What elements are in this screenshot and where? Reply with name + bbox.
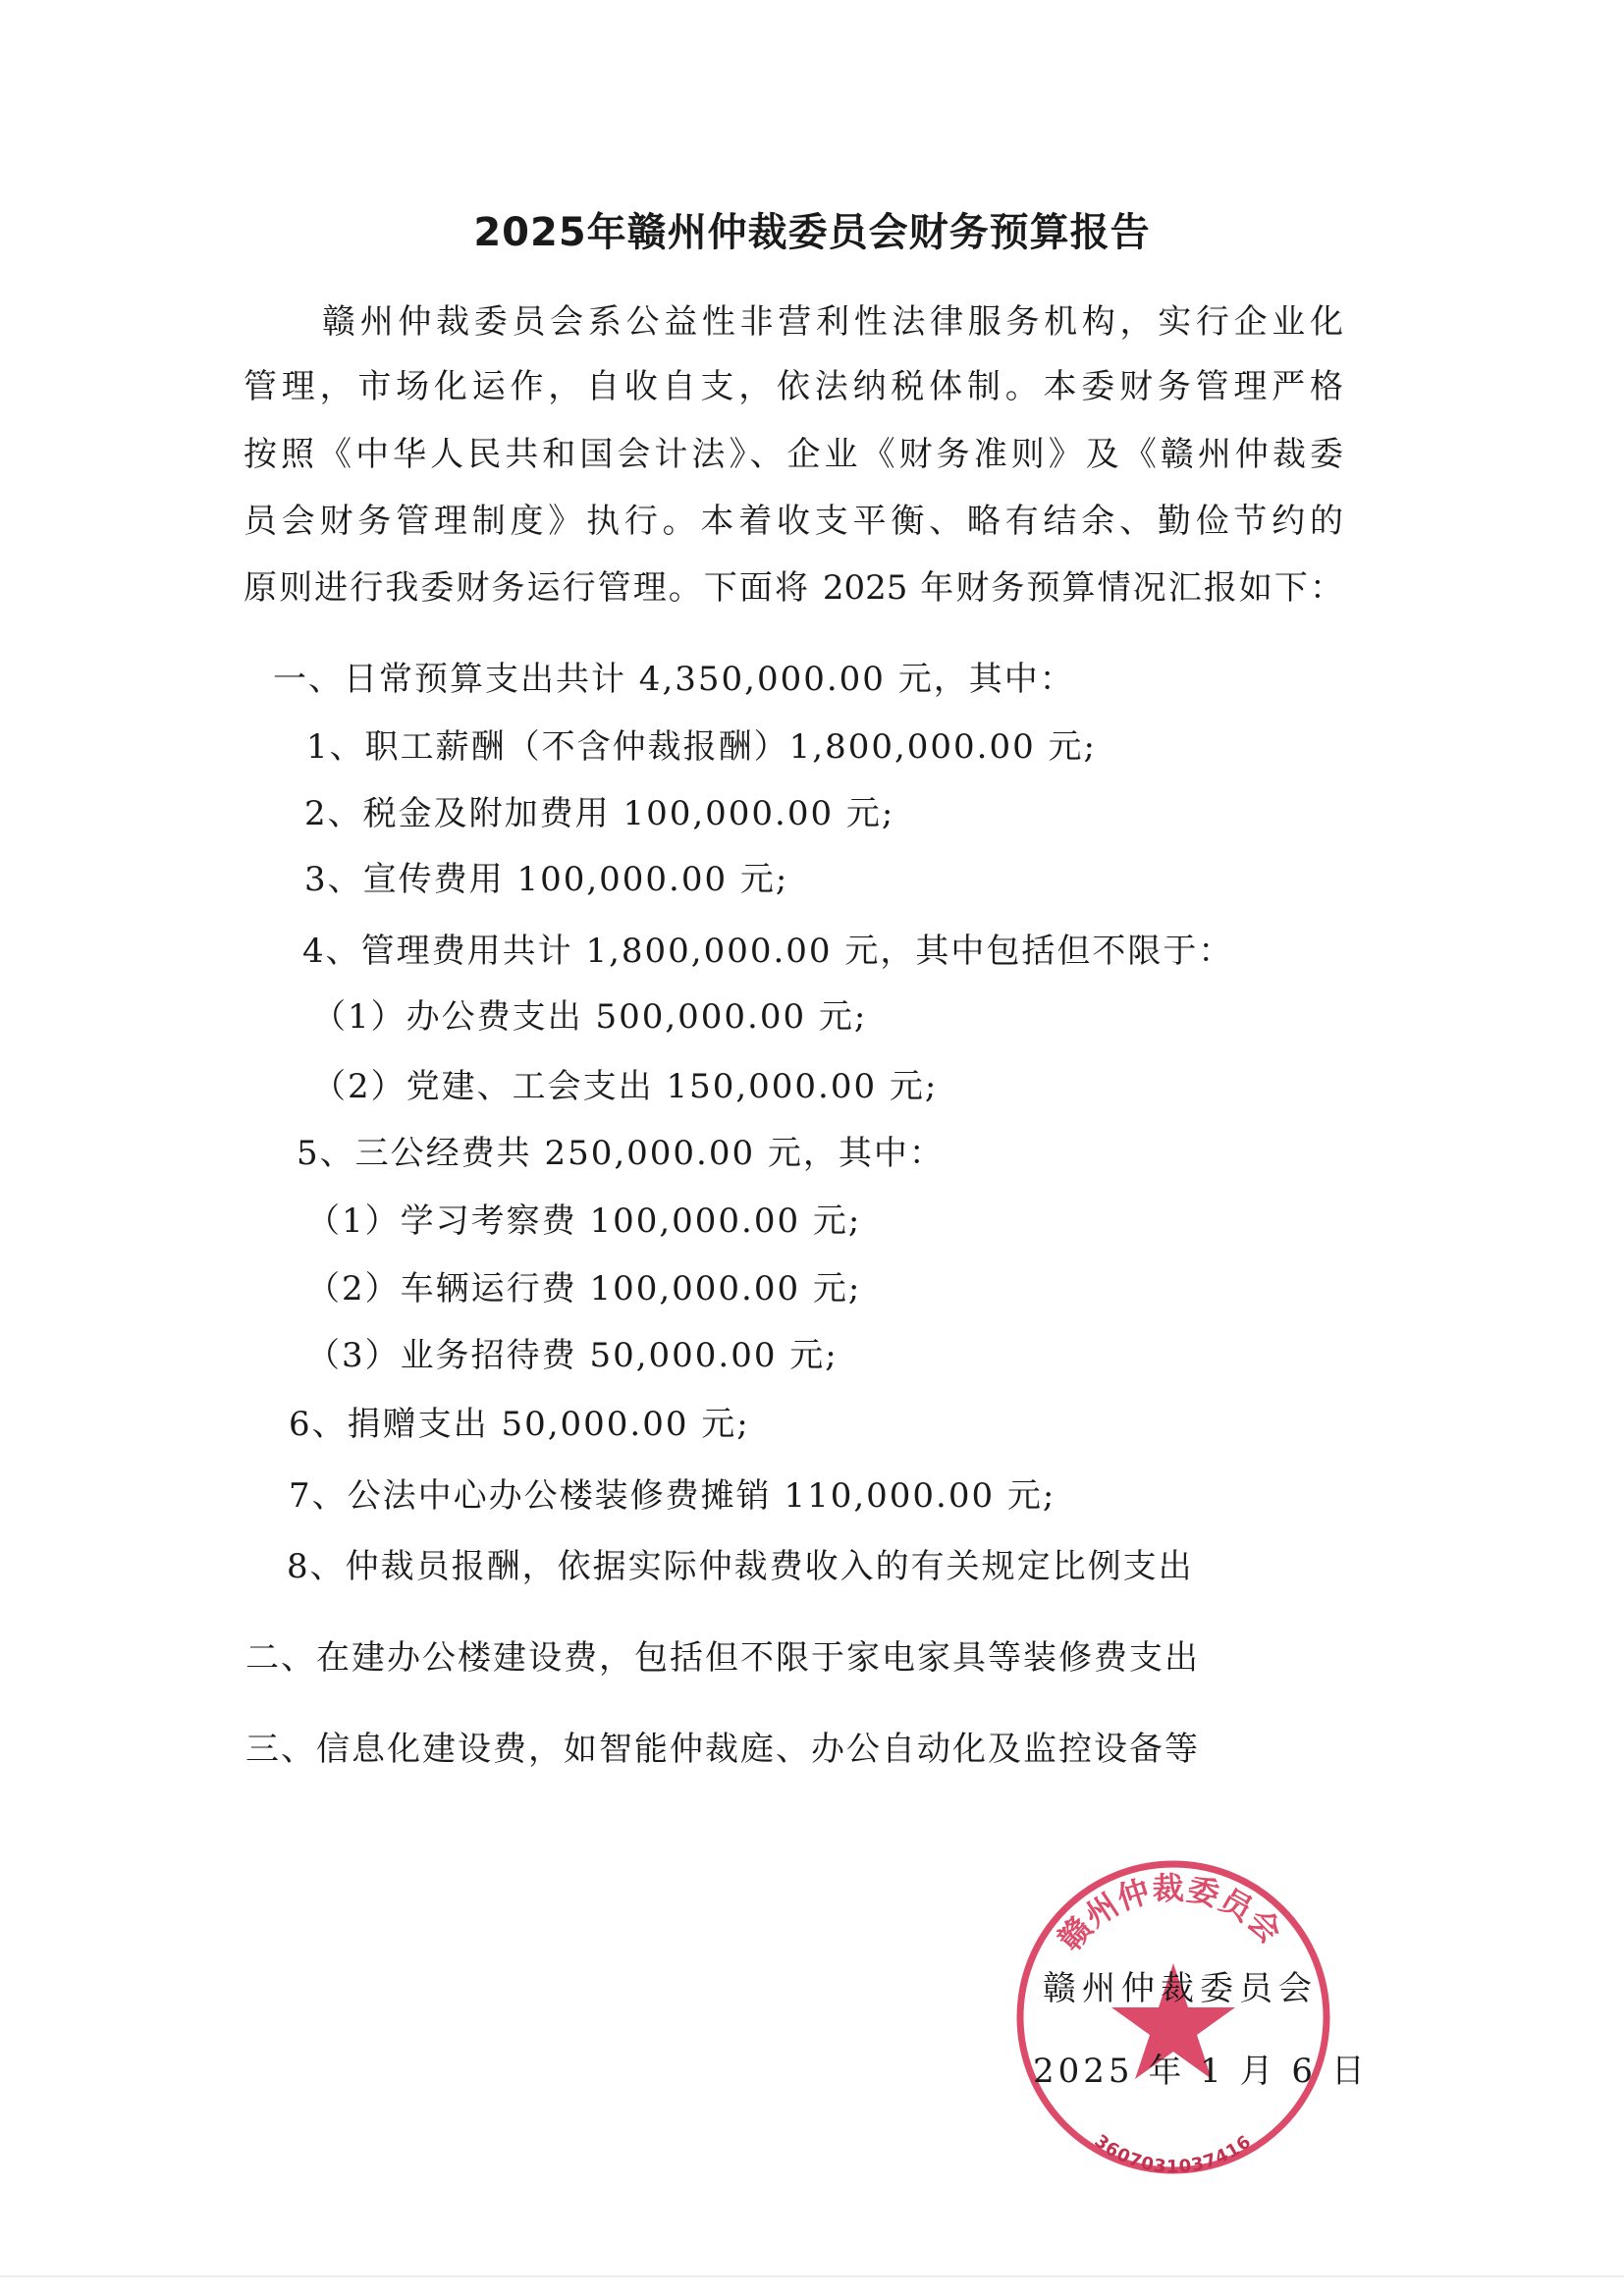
budget-item: 三、信息化建设费，如智能仲裁庭、办公自动化及监控设备等 — [245, 1730, 1200, 1769]
budget-item: 1、职工薪酬（不含仲裁报酬）1,800,000.00 元; — [306, 727, 1098, 767]
budget-item: （3）业务招待费 50,000.00 元; — [306, 1336, 839, 1375]
intro-line: 管理，市场化运作，自收自支，依法纳税体制。本委财务管理严格 — [244, 367, 1343, 406]
intro-line: 员会财务管理制度》执行。本着收支平衡、略有结余、勤俭节约的 — [244, 502, 1343, 541]
budget-item: 7、公法中心办公楼装修费摊销 110,000.00 元; — [289, 1476, 1056, 1516]
budget-item: 5、三公经费共 250,000.00 元，其中： — [297, 1134, 945, 1173]
intro-line: 按照《中华人民共和国会计法》、企业《财务准则》及《赣州仲裁委 — [244, 435, 1343, 474]
intro-line: 原则进行我委财务运行管理。下面将 2025 年财务预算情况汇报如下： — [244, 568, 1343, 608]
scan-edge-line — [0, 2275, 1624, 2277]
seal-arc-text: 赣州仲裁委员会 — [1051, 1869, 1290, 1958]
budget-item: 二、在建办公楼建设费，包括但不限于家电家具等装修费支出 — [245, 1638, 1200, 1678]
budget-item: 8、仲裁员报酬，依据实际仲裁费收入的有关规定比例支出 — [287, 1547, 1194, 1586]
budget-item: （2）党建、工会支出 150,000.00 元; — [312, 1067, 939, 1106]
intro-line: 赣州仲裁委员会系公益性非营利性法律服务机构，实行企业化 — [322, 302, 1343, 342]
budget-item: （1）办公费支出 500,000.00 元; — [312, 997, 868, 1037]
budget-item: 一、日常预算支出共计 4,350,000.00 元，其中： — [273, 660, 1075, 699]
signature-date: 2025 年 1 月 6 日 — [1033, 2052, 1369, 2091]
budget-item: （2）车辆运行费 100,000.00 元; — [306, 1269, 862, 1308]
seal-code-text: 3607031037416 — [1090, 2130, 1256, 2178]
budget-item: 4、管理费用共计 1,800,000.00 元，其中包括但不限于： — [302, 932, 1234, 971]
budget-item: （1）学习考察费 100,000.00 元; — [306, 1201, 862, 1241]
budget-item: 2、税金及附加费用 100,000.00 元; — [304, 794, 895, 833]
signature-organization: 赣州仲裁委员会 — [1043, 1969, 1318, 2008]
official-seal-stamp — [1011, 1855, 1335, 2179]
budget-item: 6、捐赠支出 50,000.00 元; — [289, 1405, 750, 1444]
budget-item: 3、宣传费用 100,000.00 元; — [304, 860, 789, 899]
document-title: 2025年赣州仲裁委员会财务预算报告 — [473, 210, 1151, 255]
